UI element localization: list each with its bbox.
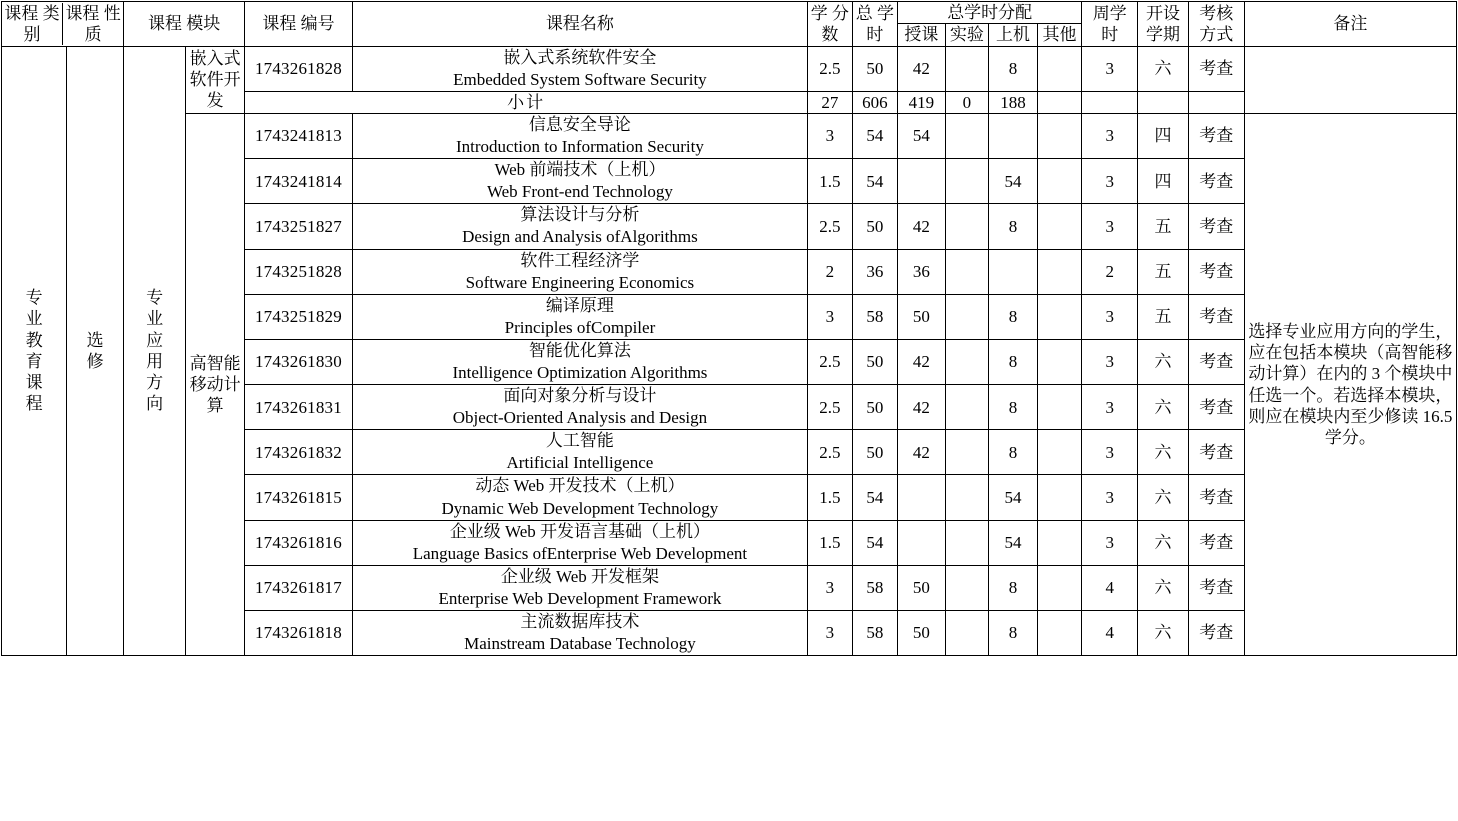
course-credits: 2.5 xyxy=(808,204,852,249)
header-module-line2: 模块 xyxy=(186,14,221,34)
course-other-hours xyxy=(1037,159,1081,204)
group-direction-char: 方 xyxy=(146,373,164,393)
course-credits: 2.5 xyxy=(808,430,852,475)
course-name xyxy=(352,565,807,610)
course-lecture-hours: 54 xyxy=(898,113,946,158)
header-computer: 上机 xyxy=(989,24,1038,46)
course-total-hours: 50 xyxy=(852,204,898,249)
course-lecture-hours: 42 xyxy=(898,46,946,91)
course-name-cn: 企业级 Web 开发框架 xyxy=(500,566,660,586)
course-other-hours xyxy=(1037,520,1081,565)
course-computer-hours: 54 xyxy=(989,475,1038,520)
course-name-en: Language Basics ofEnterprise Web Development xyxy=(412,543,748,563)
course-name-cn: 信息安全导论 xyxy=(528,114,631,134)
header-assessment xyxy=(1188,2,1244,47)
group-nature xyxy=(67,46,124,656)
course-name-cn: 软件工程经济学 xyxy=(520,250,640,270)
course-assessment: 考查 xyxy=(1188,159,1244,204)
course-code: 1743251828 xyxy=(245,249,353,294)
course-total-hours: 58 xyxy=(852,611,898,656)
remark-paragraph: 选择专业应用方向的学生，应在包括本模块（高智能移动计算）在内的 3 个模块中任选一个。若选择本模块，则应在模块内至少修读 16.5 学分。 xyxy=(1248,321,1453,448)
subtotal-assessment xyxy=(1188,91,1244,113)
header-experiment: 实验 xyxy=(945,24,988,46)
course-credits: 3 xyxy=(808,565,852,610)
course-total-hours: 50 xyxy=(852,385,898,430)
course-lecture-hours: 42 xyxy=(898,339,946,384)
course-semester: 六 xyxy=(1138,611,1189,656)
course-computer-hours xyxy=(989,113,1038,158)
course-other-hours xyxy=(1037,249,1081,294)
course-other-hours xyxy=(1037,565,1081,610)
course-name-en: Introduction to Information Security xyxy=(455,137,704,157)
course-total-hours: 54 xyxy=(852,113,898,158)
course-lecture-hours: 42 xyxy=(898,430,946,475)
course-total-hours: 50 xyxy=(852,430,898,475)
course-name-cn: 企业级 Web 开发语言基础（上机） xyxy=(449,521,711,541)
course-total-hours: 58 xyxy=(852,294,898,339)
header-code-line1: 课程 xyxy=(262,14,297,34)
course-total-hours: 36 xyxy=(852,249,898,294)
course-experiment-hours xyxy=(945,385,988,430)
subtotal-semester xyxy=(1138,91,1189,113)
course-other-hours xyxy=(1037,475,1081,520)
subtotal-other-hours xyxy=(1037,91,1081,113)
course-assessment: 考查 xyxy=(1188,249,1244,294)
header-assessment-line2: 方式 xyxy=(1199,24,1234,44)
group-direction-char: 业 xyxy=(146,309,164,329)
course-name-cn: 编译原理 xyxy=(545,295,614,315)
group-category-char: 业 xyxy=(25,309,43,329)
course-credits: 2.5 xyxy=(808,385,852,430)
course-week-hours: 3 xyxy=(1082,475,1138,520)
course-credits: 1.5 xyxy=(808,520,852,565)
course-week-hours: 3 xyxy=(1082,339,1138,384)
course-lecture-hours: 50 xyxy=(898,565,946,610)
course-name-cn: Web 前端技术（上机） xyxy=(494,160,666,180)
course-lecture-hours: 36 xyxy=(898,249,946,294)
course-other-hours xyxy=(1037,385,1081,430)
course-credits: 2.5 xyxy=(808,46,852,91)
course-semester: 六 xyxy=(1138,46,1189,91)
course-computer-hours: 8 xyxy=(989,294,1038,339)
course-assessment: 考查 xyxy=(1188,294,1244,339)
course-name-en: Dynamic Web Development Technology xyxy=(441,498,719,518)
group-nature-char: 选 xyxy=(86,330,104,350)
subtotal-lecture-hours: 419 xyxy=(898,91,946,113)
course-week-hours: 3 xyxy=(1082,46,1138,91)
module-line: 高智能 xyxy=(189,353,241,373)
course-week-hours: 3 xyxy=(1082,113,1138,158)
course-experiment-hours xyxy=(945,294,988,339)
course-name-en: Artificial Intelligence xyxy=(506,453,654,473)
course-credits: 1.5 xyxy=(808,475,852,520)
header-total-line1: 总 xyxy=(855,3,873,23)
course-code: 1743241814 xyxy=(245,159,353,204)
course-other-hours xyxy=(1037,294,1081,339)
course-lecture-hours: 42 xyxy=(898,385,946,430)
course-week-hours: 3 xyxy=(1082,385,1138,430)
module-line: 移动计 xyxy=(189,374,241,394)
header-category-nature xyxy=(2,2,124,47)
course-code: 1743251827 xyxy=(245,204,353,249)
course-assessment: 考查 xyxy=(1188,611,1244,656)
course-total-hours: 50 xyxy=(852,46,898,91)
course-computer-hours: 8 xyxy=(989,611,1038,656)
course-name xyxy=(352,385,807,430)
group-category-char: 课 xyxy=(25,373,43,393)
course-computer-hours: 8 xyxy=(989,565,1038,610)
course-lecture-hours: 50 xyxy=(898,611,946,656)
header-nature-line1: 课程 xyxy=(65,3,100,23)
header-category-line2: 类别 xyxy=(23,3,60,44)
course-week-hours: 3 xyxy=(1082,294,1138,339)
course-computer-hours: 8 xyxy=(989,430,1038,475)
course-name xyxy=(352,113,807,158)
course-code: 1743261830 xyxy=(245,339,353,384)
table-header xyxy=(2,2,1457,47)
module-intelligent-mobile-computing xyxy=(186,113,245,655)
header-module xyxy=(124,2,245,47)
course-lecture-hours xyxy=(898,520,946,565)
subtotal-label: 小计 xyxy=(245,91,808,113)
header-total-hours xyxy=(852,2,898,47)
course-name xyxy=(352,430,807,475)
course-other-hours xyxy=(1037,430,1081,475)
course-name xyxy=(352,611,807,656)
course-computer-hours: 8 xyxy=(989,339,1038,384)
course-semester: 四 xyxy=(1138,159,1189,204)
header-total-line2: 学 xyxy=(876,3,894,23)
subtotal-experiment-hours: 0 xyxy=(945,91,988,113)
header-remark: 备注 xyxy=(1244,2,1456,47)
course-experiment-hours xyxy=(945,113,988,158)
course-week-hours: 4 xyxy=(1082,565,1138,610)
subtotal-total-hours: 606 xyxy=(852,91,898,113)
header-module-line1: 课程 xyxy=(148,14,182,34)
course-semester: 五 xyxy=(1138,249,1189,294)
course-credits: 3 xyxy=(808,611,852,656)
course-semester: 六 xyxy=(1138,520,1189,565)
course-semester: 六 xyxy=(1138,475,1189,520)
course-experiment-hours xyxy=(945,159,988,204)
header-assessment-line1: 考核 xyxy=(1199,3,1234,23)
remark-text xyxy=(1244,113,1456,655)
course-experiment-hours xyxy=(945,204,988,249)
header-semester-line1: 开设 xyxy=(1145,3,1180,23)
course-credits: 2 xyxy=(808,249,852,294)
group-category-char: 教 xyxy=(25,330,43,350)
course-assessment: 考查 xyxy=(1188,46,1244,91)
course-computer-hours: 8 xyxy=(989,385,1038,430)
course-semester: 六 xyxy=(1138,339,1189,384)
group-category xyxy=(2,46,67,656)
module-embedded-software-development xyxy=(186,46,245,113)
header-semester xyxy=(1138,2,1189,47)
course-lecture-hours: 42 xyxy=(898,204,946,249)
course-name-en: Software Engineering Economics xyxy=(465,272,695,292)
course-code: 1743261831 xyxy=(245,385,353,430)
module-line: 算 xyxy=(206,396,224,416)
curriculum-table xyxy=(1,1,1457,656)
course-other-hours xyxy=(1037,204,1081,249)
course-name xyxy=(352,294,807,339)
group-direction-char: 应 xyxy=(146,330,164,350)
course-name-en: Principles ofCompiler xyxy=(504,317,656,337)
course-experiment-hours xyxy=(945,565,988,610)
subtotal-computer-hours: 188 xyxy=(989,91,1038,113)
course-computer-hours xyxy=(989,249,1038,294)
group-category-char: 专 xyxy=(25,288,43,308)
course-code: 1743261816 xyxy=(245,520,353,565)
course-week-hours: 3 xyxy=(1082,204,1138,249)
course-experiment-hours xyxy=(945,430,988,475)
course-name-cn: 主流数据库技术 xyxy=(520,612,640,631)
header-week-hours xyxy=(1082,2,1138,47)
course-name-en: Mainstream Database Technology xyxy=(464,634,696,654)
course-assessment: 考查 xyxy=(1188,204,1244,249)
header-course-code xyxy=(245,2,353,47)
course-computer-hours: 8 xyxy=(989,204,1038,249)
course-semester: 六 xyxy=(1138,565,1189,610)
header-category-line1: 课程 xyxy=(4,3,39,23)
header-credits-line2: 分 xyxy=(831,3,849,23)
course-other-hours xyxy=(1037,611,1081,656)
header-credits xyxy=(808,2,852,47)
course-name xyxy=(352,520,807,565)
header-other: 其他 xyxy=(1037,24,1081,46)
course-name-cn: 算法设计与分析 xyxy=(520,205,640,225)
course-name-en: Intelligence Optimization Algorithms xyxy=(452,362,708,382)
course-name xyxy=(352,339,807,384)
course-code: 1743241813 xyxy=(245,113,353,158)
course-week-hours: 3 xyxy=(1082,520,1138,565)
group-direction-char: 向 xyxy=(146,394,164,414)
course-name-cn: 动态 Web 开发技术（上机） xyxy=(475,476,685,496)
header-code-line2: 编号 xyxy=(300,14,335,34)
subtotal-credits: 27 xyxy=(808,91,852,113)
course-total-hours: 54 xyxy=(852,475,898,520)
course-computer-hours: 54 xyxy=(989,159,1038,204)
course-other-hours xyxy=(1037,113,1081,158)
course-experiment-hours xyxy=(945,46,988,91)
course-week-hours: 3 xyxy=(1082,159,1138,204)
table-body xyxy=(2,46,1457,656)
course-name-cn: 嵌入式系统软件安全 xyxy=(503,47,657,67)
course-assessment: 考查 xyxy=(1188,475,1244,520)
group-nature-char: 修 xyxy=(86,351,104,371)
course-name xyxy=(352,46,807,91)
header-lecture: 授课 xyxy=(898,24,946,46)
course-code: 1743261815 xyxy=(245,475,353,520)
course-code: 1743261832 xyxy=(245,430,353,475)
remark-empty xyxy=(1244,46,1456,113)
group-category-char: 程 xyxy=(25,394,43,414)
course-name-cn: 面向对象分析与设计 xyxy=(503,386,657,406)
course-assessment: 考查 xyxy=(1188,430,1244,475)
course-name-en: Web Front-end Technology xyxy=(486,182,673,202)
subtotal-week-hours xyxy=(1082,91,1138,113)
course-credits: 1.5 xyxy=(808,159,852,204)
course-semester: 五 xyxy=(1138,204,1189,249)
header-hour-distribution: 总学时分配 xyxy=(898,2,1082,24)
course-name-cn: 人工智能 xyxy=(545,431,614,451)
course-total-hours: 50 xyxy=(852,339,898,384)
course-total-hours: 54 xyxy=(852,520,898,565)
course-lecture-hours xyxy=(898,475,946,520)
header-credits-line3: 数 xyxy=(821,24,839,44)
course-week-hours: 3 xyxy=(1082,430,1138,475)
course-total-hours: 54 xyxy=(852,159,898,204)
course-week-hours: 2 xyxy=(1082,249,1138,294)
course-other-hours xyxy=(1037,46,1081,91)
course-week-hours: 4 xyxy=(1082,611,1138,656)
course-name-en: Embedded System Software Security xyxy=(453,69,707,89)
header-week-line2: 时 xyxy=(1101,24,1119,44)
course-code: 1743261817 xyxy=(245,565,353,610)
course-assessment: 考查 xyxy=(1188,565,1244,610)
course-code: 1743251829 xyxy=(245,294,353,339)
course-assessment: 考查 xyxy=(1188,339,1244,384)
course-semester: 六 xyxy=(1138,430,1189,475)
course-lecture-hours xyxy=(898,159,946,204)
course-assessment: 考查 xyxy=(1188,385,1244,430)
header-total-line3: 时 xyxy=(866,24,884,44)
course-credits: 2.5 xyxy=(808,339,852,384)
table-row xyxy=(2,113,1457,158)
course-name xyxy=(352,204,807,249)
course-computer-hours: 54 xyxy=(989,520,1038,565)
header-course-name: 课程名称 xyxy=(352,2,807,47)
course-name-en: Design and Analysis ofAlgorithms xyxy=(462,227,698,247)
course-computer-hours: 8 xyxy=(989,46,1038,91)
course-name-en: Enterprise Web Development Framework xyxy=(438,588,722,608)
course-credits: 3 xyxy=(808,294,852,339)
course-experiment-hours xyxy=(945,520,988,565)
header-row-1 xyxy=(2,2,1457,24)
course-experiment-hours xyxy=(945,249,988,294)
course-name xyxy=(352,159,807,204)
course-semester: 四 xyxy=(1138,113,1189,158)
course-code: 1743261818 xyxy=(245,611,353,656)
module-line: 嵌入式 xyxy=(189,48,241,68)
course-semester: 六 xyxy=(1138,385,1189,430)
module-line: 软件开 xyxy=(189,70,241,90)
table-row xyxy=(2,46,1457,91)
header-nature-line2: 性质 xyxy=(84,3,121,44)
course-experiment-hours xyxy=(945,339,988,384)
course-experiment-hours xyxy=(945,611,988,656)
course-lecture-hours: 50 xyxy=(898,294,946,339)
course-name-en: Object-Oriented Analysis and Design xyxy=(452,408,708,428)
header-semester-line2: 学期 xyxy=(1145,24,1180,44)
course-name xyxy=(352,475,807,520)
course-experiment-hours xyxy=(945,475,988,520)
group-direction-char: 专 xyxy=(146,288,164,308)
module-line: 发 xyxy=(206,91,224,111)
course-code: 1743261828 xyxy=(245,46,353,91)
course-assessment: 考查 xyxy=(1188,520,1244,565)
course-other-hours xyxy=(1037,339,1081,384)
group-direction-char: 用 xyxy=(146,351,164,371)
header-week-line1: 周学 xyxy=(1092,3,1127,23)
course-semester: 五 xyxy=(1138,294,1189,339)
course-name xyxy=(352,249,807,294)
course-name-cn: 智能优化算法 xyxy=(528,340,631,360)
course-credits: 3 xyxy=(808,113,852,158)
course-total-hours: 58 xyxy=(852,565,898,610)
course-assessment: 考查 xyxy=(1188,113,1244,158)
group-category-char: 育 xyxy=(25,351,43,371)
group-direction xyxy=(124,46,186,656)
header-credits-line1: 学 xyxy=(810,3,828,23)
